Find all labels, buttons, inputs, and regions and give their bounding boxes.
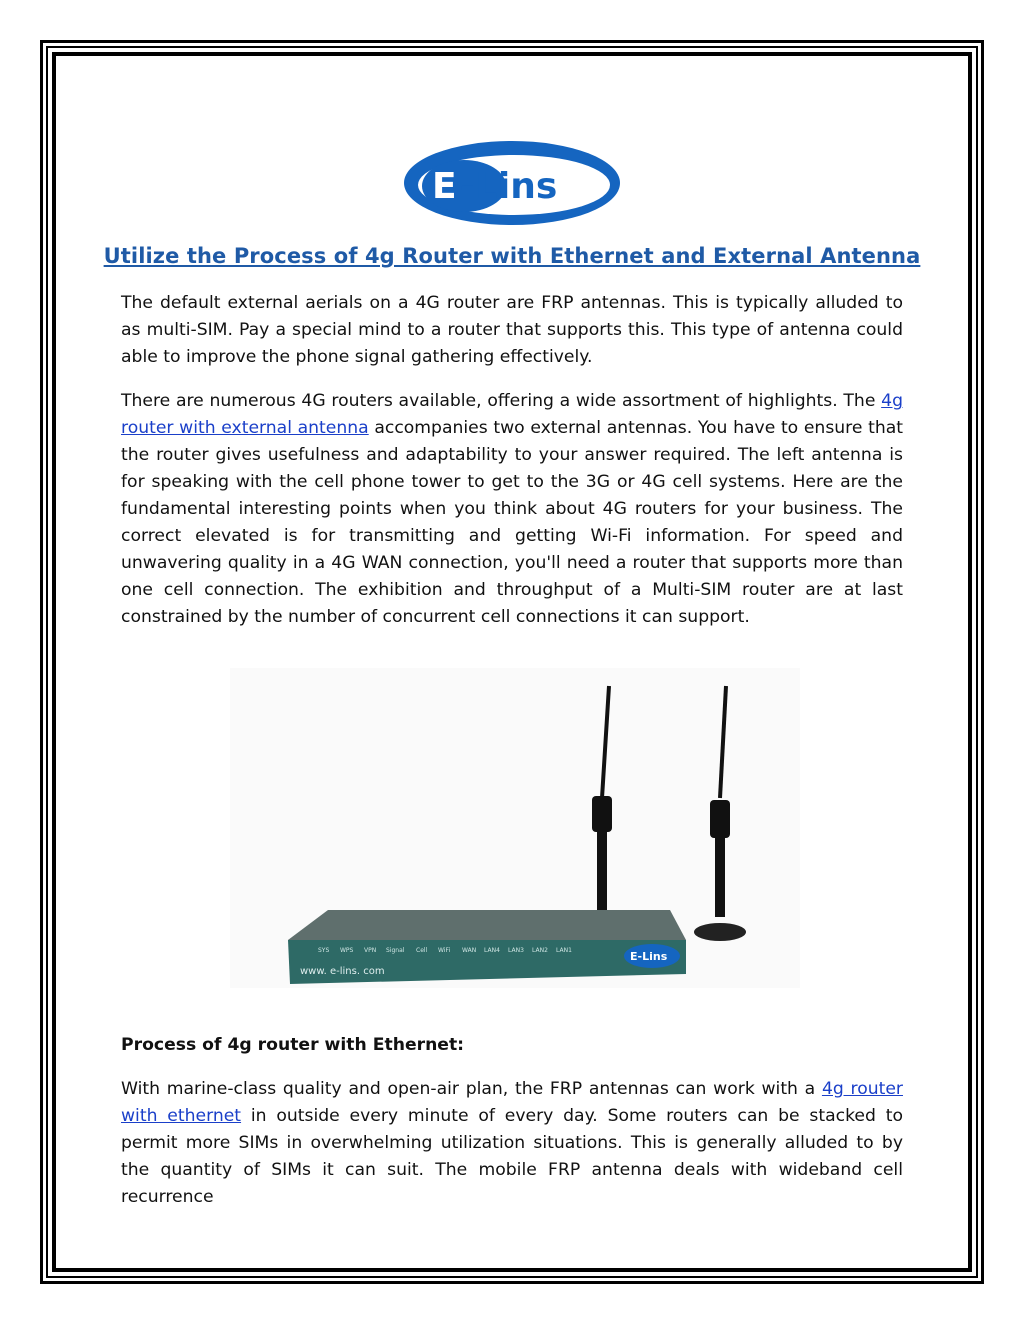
svg-text:LAN2: LAN2 <box>532 947 548 954</box>
paragraph-routers-text-2: accompanies two external antennas. You have to ensure that the router gives usefulness and adaptability to your answer required. The left antenna is for speaking with the cell phone tower to get to the 3G or 4G cell systems. Here are the fundamental interesting points when you think about 4G routers for your business. The correct elevated is for transmitting and getting Wi-Fi information. For speed and unwavering quality in a 4G WAN connection, you'll need a router that supports more than one cell connection. The exhibition and throughput of a Multi-SIM router are at last constrained by the number of concurrent cell connections it can support. <box>121 418 903 627</box>
paragraph-routers-text-1: There are numerous 4G routers available, offering a wide assortment of highlights. The <box>121 391 882 411</box>
article-title[interactable]: Utilize the Process of 4g Router with Ethernet and External Antenna <box>103 244 921 268</box>
router-top <box>288 910 686 940</box>
svg-text:VPN: VPN <box>364 947 377 954</box>
svg-text:WiFi: WiFi <box>438 947 451 954</box>
svg-text:Signal: Signal <box>386 947 405 954</box>
svg-text:WAN: WAN <box>462 947 477 954</box>
router-brand-text: E-Lins <box>630 950 668 963</box>
magnetic-antenna-base <box>694 923 746 941</box>
svg-text:LAN1: LAN1 <box>556 947 572 954</box>
svg-text:WPS: WPS <box>340 947 354 954</box>
right-antenna-coil <box>710 800 730 838</box>
router-website-text: www. e-lins. com <box>300 966 385 977</box>
paragraph-intro: The default external aerials on a 4G router are FRP antennas. This is typically alluded to as multi-SIM. Pay a special mind to a router that supports this. This type of antenna could able to improve the phone signal gathering effectively. <box>121 293 903 367</box>
paragraph-process <box>121 1076 903 1211</box>
e-lins-logo <box>402 138 622 228</box>
left-antenna-base <box>597 831 607 913</box>
link-4g-router-with-ethernet[interactable]: 4g router with ethernet <box>121 1079 903 1126</box>
router-product-image <box>230 668 800 988</box>
paragraph-routers <box>121 388 903 631</box>
link-4g-router-external-antenna[interactable]: 4g router with external antenna <box>121 391 903 438</box>
svg-text:Cell: Cell <box>416 947 428 954</box>
paragraph-process-text-2: in outside every minute of every day. Some routers can be stacked to permit more SIMs in overwhelming utilization situations. This is generally alluded to by the quantity of SIMs it can suit. The mobile FRP antenna deals with wideband cell recurrence <box>121 1106 903 1207</box>
logo-text: -Lins <box>460 166 558 207</box>
logo-letter: E <box>432 166 457 207</box>
paragraph-process-text-1: With marine-class quality and open-air plan, the FRP antennas can work with a <box>121 1079 822 1099</box>
right-antenna-base <box>715 837 725 917</box>
section-heading-process: Process of 4g router with Ethernet: <box>121 1035 465 1055</box>
svg-text:LAN3: LAN3 <box>508 947 524 954</box>
svg-text:LAN4: LAN4 <box>484 947 500 954</box>
left-antenna-coil <box>592 796 612 832</box>
svg-text:SYS: SYS <box>318 947 330 954</box>
